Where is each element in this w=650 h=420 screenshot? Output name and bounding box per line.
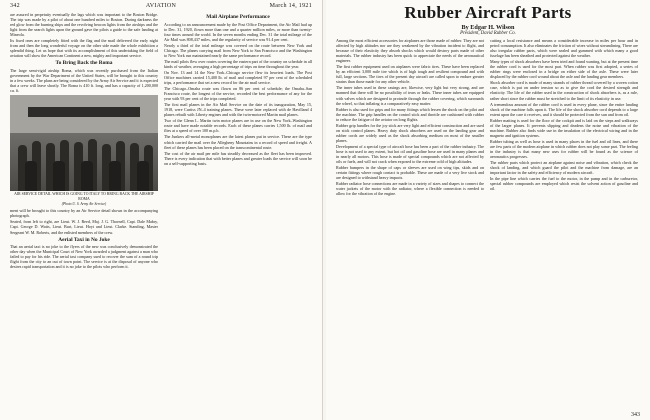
paragraph: Rubber radiator hose connections are made in a variety of sizes and shapes to connect the water jackets of the motor with the radiator, where a flexible connection is needed to allow for the vibration of the engine. bbox=[336, 181, 484, 197]
right-page-number: 343 bbox=[631, 412, 640, 418]
article-heading-aerial-taxi: Aerial Taxi in No Joke bbox=[58, 236, 110, 243]
left-issue-date: March 14, 1921 bbox=[269, 3, 312, 9]
paragraph: Shock absorber cord is made of many strands of rubber thread covered by a woven cotton case, which is put on under tension so as to give the cord the desired strength and elasticity. The life of the rubber used in the construction of shock absorbers is, as a rule, rather short since the rubber must be stretched to the limit of its elasticity in use. bbox=[490, 80, 638, 101]
paragraph: Two of the Glenn L. Martin twin motor planes are in use on the New York–Washington route and have made notable records. Each of these planes carries 1,500 lb. of mail and flies at a speed of over 100 m.p.h. bbox=[164, 118, 312, 134]
photo-caption: AIR SERVICE DETAIL WHICH IS GOING TO ITALY TO BRING BACK THE AIRSHIP ROMA bbox=[14, 192, 154, 201]
paragraph: Many types of shock absorbers have been tried and found wanting, but at the present time the rubber cord is used for the most part. When rubber was first adopted, a series of rubber rings were enclosed in a bridge on either side of the axle. These were later displaced by the rubber cord wound about the axle and the landing gear members. bbox=[490, 59, 638, 80]
paragraph: cutting a local resistance and means a considerable increase in miles per hour and in petrol consumption. It also eliminates the friction of wires without streamlining. There are also irregular rubber parts, which were sealed and gummed with which many a good fuselage has been sheathed and protected against the weather. bbox=[490, 38, 638, 59]
paragraph: The cost of the air mail per mile has steadily decreased as the fleet has been improved. There is every indication that with better planes and greater loads the service will soon be on a self-supporting basis. bbox=[164, 150, 312, 166]
paragraph: The large semi-rigid airship Roma, which was recently purchased from the Italian government by the War Department of the United States, will be brought to this country in a few weeks. The plans are being considered by the Army Air Service and it is expected that a crew will leave shortly. The Roma is 410 ft. long, and has a capacity of 1,200,000 cu. ft. bbox=[10, 67, 158, 94]
paragraph: According to an announcement made by the Post Office Department, the Air Mail had up to Dec. 31, 1920, flown more than one and a quarter million miles, or more than twenty-four times around the world. In the seven months ending Dec. 31 the total mileage of the Air Mail was 808,437 miles, and the regularity of service was 91.4 per cent. bbox=[164, 21, 312, 42]
paragraph: Rubber is also used for grips and for many fittings which lessen the shock on the pilot and the machine. The grip handles on the control stick and throttle are cushioned with rubber to reduce the fatigue of the aviator on long flights. bbox=[336, 106, 484, 122]
right-column-1 bbox=[336, 38, 484, 416]
paragraph: Nearly a third of the total mileage was covered on the route between New York and Chicago. The planes carrying mail from New York to San Francisco and the Washington to New York run maintained nearly the same performance record. bbox=[164, 42, 312, 58]
author-role: President, David Rubber Co. bbox=[460, 31, 516, 36]
paragraph: The inner tubes used in these casings are, likewise, very light but very strong, and are manned that there will be no possibility of tears or leaks. These inner tubes are equipped with valves which are designed to protrude through the rubber covering, which surrounds the wheel, so that inflating is a comparatively easy matter. bbox=[336, 85, 484, 106]
left-column-2 bbox=[164, 12, 312, 416]
crew-photo bbox=[10, 95, 158, 191]
right-column-2 bbox=[490, 38, 638, 416]
paragraph: are assured in perpetuity eventually the lags which was important to the Boston Bridge. The trip was made by a pilot of about one hundred miles to Boston. During darkness the red glow from the burning ships and the revolving beacon lights from the airships and the light from the search lights upon the ground gave the pilots a guide to the safe landing at Mineola. bbox=[10, 12, 158, 38]
photo-credit: (Photo U. S. Army Air Service) bbox=[61, 202, 107, 207]
left-journal-name: AVIATION bbox=[145, 3, 177, 9]
paragraph: The first rubber equipment used on airplanes were fabric tires. These have been replaced by an efficient 3,000 mile tire which is of high tough and resilient compound and with full, large sections. The tires of the present day aircraft are called upon to endure greater strains than those made for any other vehicle. bbox=[336, 64, 484, 85]
paragraph: The rubber parts which protect an airplane against noise and vibration, which check the shock of landing, and which guard the pilot and the machine from damage, are an important factor in the safety and efficiency of modern aircraft. bbox=[490, 160, 638, 176]
article-heading-roma: To Bring Back the Roma bbox=[55, 60, 113, 67]
paragraph: That an aerial taxi is no joke to the flyers of the new was conclusively demonstrated the other day when the Municipal Court of New York awarded a judgment against a man who failed to pay for his ride. The aerial taxi company sued to recover the sum of a round trip flight from the city to an out of town point. The service is at the disposal of anyone who desires rapid transportation and it is no joke to the pilots who perform it. bbox=[10, 244, 158, 270]
paragraph: ment will be brought to this country by an Air Service detail shown in the accompanying photograph. bbox=[10, 208, 158, 219]
article-byline: By Edgar H. Wilson bbox=[461, 24, 515, 31]
paragraph: Among the most efficient accessories for airplanes are those made of rubber. They are not affected by high altitudes nor are they weakened by the vibration incident to flight, and because of their elasticity they absorb shocks which would destroy parts made of other materials. The rubber industry has been quick to appreciate the needs of the aeronautical engineer. bbox=[336, 38, 484, 64]
paragraph: Rubber matting is used for the floor of the cockpit and is laid on the steps and walkways of the larger planes. It prevents slipping and deadens the noise and vibration of the machine. Rubber also finds wide use in the insulation of the electrical wiring and in the magneto and ignition systems. bbox=[490, 117, 638, 138]
paragraph: On Nov. 13 and 14 the New York–Chicago service flew its heaviest loads. The Post Office machines carried 15,400 lb. of mail and completed 97 per cent of the scheduled trips, a performance that set a new record for the air mail service. bbox=[164, 69, 312, 86]
paragraph: A tremendous amount of the rubber cord is used in every plane, since the entire landing shock of the machine falls upon it. The life of the shock absorber cord depends to a large extent upon the care it receives, and it should be protected from the sun and from oil. bbox=[490, 101, 638, 117]
right-page bbox=[326, 0, 650, 420]
left-column-1 bbox=[10, 12, 158, 416]
paragraph: Rubber tubing as well as hose is used in many places in the fuel and oil lines, and there are few parts of the modern airplane in which rubber does not play some part. The feeling in the industry is that many new uses for rubber will be found as the science of aeronautics progresses. bbox=[490, 138, 638, 160]
paragraph: The mail pilots flew over routes covering the eastern part of the country on schedule in all kinds of weather, averaging a high percentage of trips on time throughout the year. bbox=[164, 58, 312, 69]
paragraph: Rubber grip handles for the joy stick are very light and efficient construction and are used on stick control planes. Heavy duty shock absorbers are used on the landing gear and rubber cords are widely used as the shock absorbing medium on most of the smaller planes. bbox=[336, 122, 484, 143]
left-running-head bbox=[10, 3, 312, 11]
article-heading-mail: Mail Airplane Performance bbox=[206, 14, 270, 20]
article-title: Rubber Aircraft Parts bbox=[404, 3, 572, 22]
paragraph: The first mail planes in the Air Mail Service on the date of its inauguration, May 15, 1918, were Curtiss JN–4 training planes. These were later replaced with de Havilland 4 planes rebuilt with Liberty engines and with the twin-motored Martin mail planes. bbox=[164, 102, 312, 118]
paragraph: Seated, from left to right, are Lieut. W. J. Reed, Maj. J. G. Thornell, Capt. Dale Mabry, Capt. George D. Watts, Lieut. Burt, Lieut. Hoyt and Lieut. Clarke. Standing, Master Sergeant W. M. Roberts, and the enlisted members of the crew. bbox=[10, 219, 158, 235]
paragraph: In the pipe line which carries the fuel to the motor, in the pump and in the carburetor, special rubber compounds are employed which resist the solvent action of gasoline and oil. bbox=[490, 176, 638, 192]
paragraph: The Chicago–Omaha route was flown on 86 per cent of schedule; the Omaha–San Francisco route, the longest of the service, recorded the best performance of any for the year with 93 per cent of the trips completed. bbox=[164, 86, 312, 102]
left-page-number: 342 bbox=[10, 3, 20, 9]
left-page bbox=[0, 0, 323, 420]
paragraph: Rubber bumpers in the shape of caps or sleeves are used on wing tips, skids and on certain fittings where rough contact is probable. These are made of a very live stock and are designed to withstand heavy impacts. bbox=[336, 165, 484, 181]
paragraph: The Junkers all-metal monoplanes are the latest planes put in service. These are the type which carried the mail over the Allegheny Mountains in a record of speed and freight. A fleet of these planes has been placed on the transcontinental route. bbox=[164, 134, 312, 150]
paragraph: Development of a special type of aircraft hose has been a part of the rubber industry. The hose is not used to any extent, but hot oil and gasoline hose are used in many planes and in nearly all motors. This hose is made of special compounds which are not affected by oils or fuels, and will not crack when exposed to the extreme cold of high altitudes. bbox=[336, 143, 484, 165]
paragraph: Its fixed ones are completely fitted with the flag and the mail delivered the early night from and then the long wonderful voyage on the other side made the whole exhibition a splendid thing. Let us hope that with its accomplishment of this undertaking the field of aviation will show the American Continent a new, mighty and important service. bbox=[10, 38, 158, 59]
